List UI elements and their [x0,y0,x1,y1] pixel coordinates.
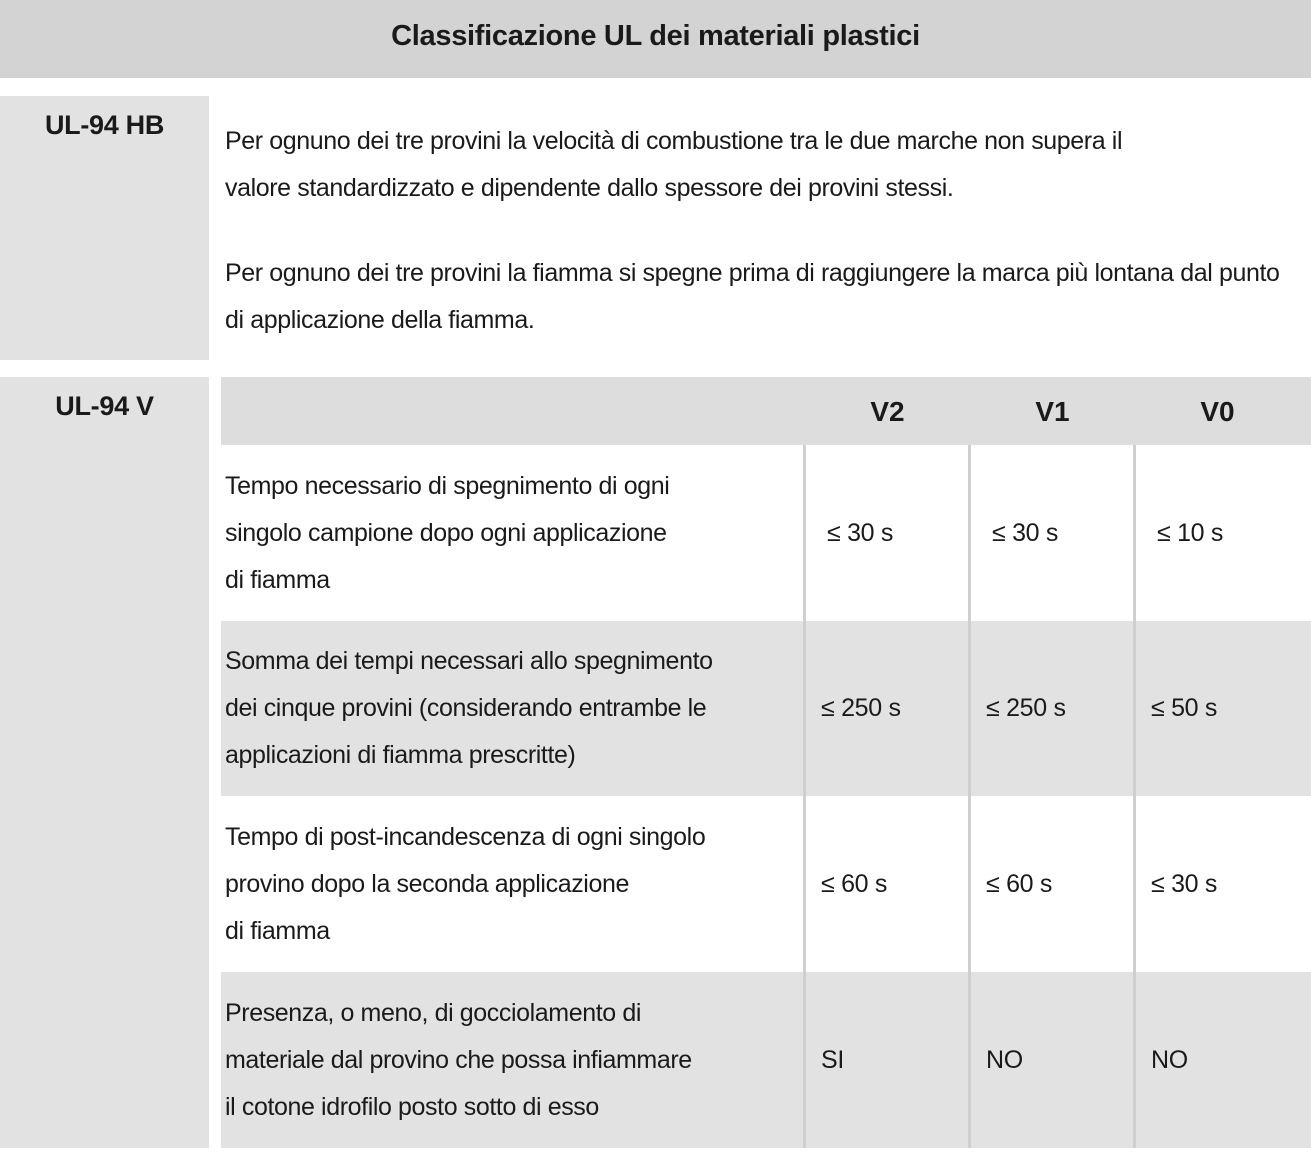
column-header-v0: V0 [1200,396,1235,427]
title-bar [0,0,1311,78]
table-row [221,621,1311,796]
hb-paragraph-1-line-1: Per ognuno dei tre provini la velocità di combustione tra le due marche non supera il [225,127,1123,155]
value-v0: ≤ 50 s [1151,694,1218,722]
ul94-hb-label-cell [0,96,209,360]
hb-paragraph-2-line-1: Per ognuno dei tre provini la fiamma si spegne prima di raggiungere la marca più lontana dal punto [225,259,1280,287]
row-description-line: provino dopo la seconda applicazione [225,869,629,898]
hb-paragraph-2-line-2: di applicazione della fiamma. [225,306,535,334]
ul94-v-label: UL-94 V [55,391,154,421]
value-v1: ≤ 60 s [986,869,1053,898]
value-v1: ≤ 250 s [986,694,1066,722]
row-description [225,796,795,972]
ul94-v-label-cell [0,377,209,1148]
row-description-line: applicazioni di fiamma prescritte) [225,741,576,769]
value-v1: NO [986,1045,1023,1074]
row-description-line: di fiamma [225,916,330,945]
column-header-v1: V1 [1035,396,1070,427]
table-row [221,796,1311,972]
row-description [225,445,795,621]
row-description [225,972,795,1148]
hb-paragraph-2 [225,250,1305,344]
row-description-line: di fiamma [225,565,330,594]
row-description-line: Somma dei tempi necessari allo spegnimento [225,647,713,675]
value-v2: SI [821,1045,845,1074]
row-description-line: Tempo necessario di spegnimento di ogni [225,471,670,500]
row-description-line: singolo campione dopo ogni applicazione [225,518,667,547]
value-v2: ≤ 30 s [827,518,894,547]
value-v0: ≤ 10 s [1157,518,1224,547]
row-description-line: materiale dal provino che possa infiammare [225,1045,692,1074]
value-v1: ≤ 30 s [992,518,1059,547]
value-v2: ≤ 250 s [821,694,901,722]
column-divider [968,445,971,1148]
row-description-line: dei cinque provini (considerando entrambe le [225,694,707,722]
table-row [221,445,1311,621]
page-title: Classificazione UL dei materiali plastici [391,19,920,52]
row-description-line: Presenza, o meno, di gocciolamento di [225,998,641,1027]
row-description [225,621,795,796]
ul94-hb-description [225,118,1305,344]
column-divider [1133,445,1136,1148]
value-v0: ≤ 30 s [1151,869,1218,898]
row-description-line: il cotone idrofilo posto sotto di esso [225,1092,599,1121]
value-v2: ≤ 60 s [821,869,888,898]
hb-paragraph-1 [225,118,1305,212]
table-header-row [221,377,1311,445]
ul94-v-table [221,377,1311,1148]
column-header-v2: V2 [870,396,905,427]
column-divider [803,445,806,1148]
ul94-hb-label: UL-94 HB [44,110,165,140]
value-v0: NO [1151,1045,1188,1074]
table-row [221,972,1311,1148]
row-description-line: Tempo di post-incandescenza di ogni singolo [225,822,706,851]
hb-paragraph-1-line-2: valore standardizzato e dipendente dallo spessore dei provini stessi. [225,174,954,202]
